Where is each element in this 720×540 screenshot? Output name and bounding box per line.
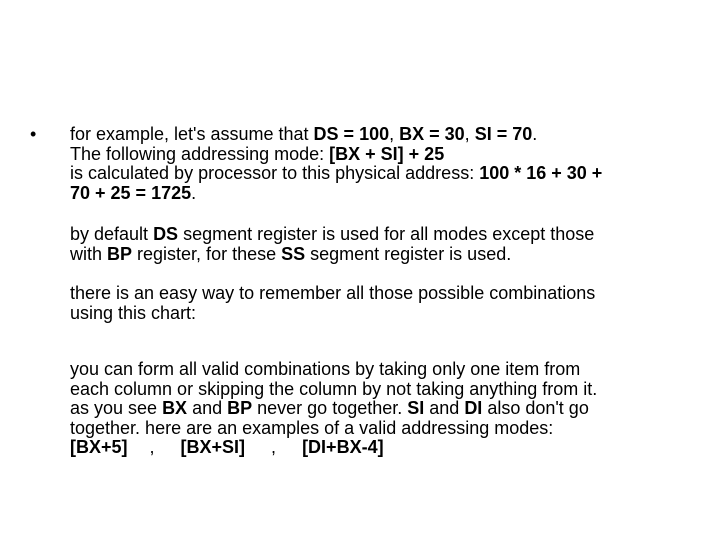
paragraph-default-segment xyxy=(70,225,700,264)
text-line xyxy=(70,438,700,458)
bold-text-run: DI xyxy=(464,398,483,418)
text-run: with xyxy=(70,243,108,264)
text-run: . xyxy=(191,182,197,203)
text-run: and xyxy=(424,398,465,418)
text-run: . xyxy=(532,124,538,144)
text-run: register, for these xyxy=(132,243,282,264)
text-run: , xyxy=(149,437,155,457)
text-line xyxy=(70,145,700,165)
bold-text-run: [BX+SI] xyxy=(180,437,246,457)
bold-text-run: SI = 70 xyxy=(474,124,533,144)
bold-text-run: 100 * 16 + 30 + xyxy=(479,163,603,183)
bullet-point: • xyxy=(30,124,37,144)
bold-text-run: [DI+BX-4] xyxy=(302,437,384,457)
paragraph-easy-way xyxy=(70,284,700,323)
bold-text-run: [BX + SI] + 25 xyxy=(329,143,445,164)
text-run: segment register is used for all modes except those xyxy=(178,224,595,244)
bold-text-run: [BX+5] xyxy=(70,437,128,457)
paragraph-example xyxy=(70,125,700,203)
text-line xyxy=(70,125,700,145)
bold-text-run: SS xyxy=(281,243,306,264)
bold-text-run: BX xyxy=(162,398,188,418)
text-run: never go together. xyxy=(252,398,408,418)
text-run: , xyxy=(271,437,277,457)
text-line xyxy=(70,164,700,184)
text-run: as you see xyxy=(70,398,163,418)
text-run: , xyxy=(389,124,400,144)
bold-text-run: BX = 30 xyxy=(399,124,465,144)
text-line: using this chart: xyxy=(70,302,197,323)
text-line: together. here are an examples of a valid addressing modes: xyxy=(70,417,554,438)
text-run: and xyxy=(187,398,228,418)
text-run: by default xyxy=(70,224,154,244)
text-line xyxy=(70,184,700,204)
bold-text-run: DS xyxy=(153,224,179,244)
text-run: The following addressing mode: xyxy=(70,143,330,164)
bold-text-run: SI xyxy=(407,398,425,418)
text-run: is calculated by processor to this physical address: xyxy=(70,163,480,183)
text-run: segment register is used. xyxy=(305,243,512,264)
bold-text-run: 70 + 25 = 1725 xyxy=(70,182,192,203)
text-line xyxy=(70,225,700,245)
bold-text-run: DS = 100 xyxy=(313,124,390,144)
text-line xyxy=(70,399,700,419)
text-line: you can form all valid combinations by taking only one item from xyxy=(70,359,581,379)
text-line: each column or skipping the column by not taking anything from it. xyxy=(70,378,598,399)
paragraph-valid-combinations xyxy=(70,360,700,458)
text-line: there is an easy way to remember all those possible combinations xyxy=(70,283,596,303)
text-run: also don't go xyxy=(482,398,589,418)
bold-text-run: BP xyxy=(107,243,133,264)
bold-text-run: BP xyxy=(227,398,253,418)
text-run: for example, let's assume that xyxy=(70,124,314,144)
text-run: , xyxy=(464,124,475,144)
text-line xyxy=(70,245,700,265)
